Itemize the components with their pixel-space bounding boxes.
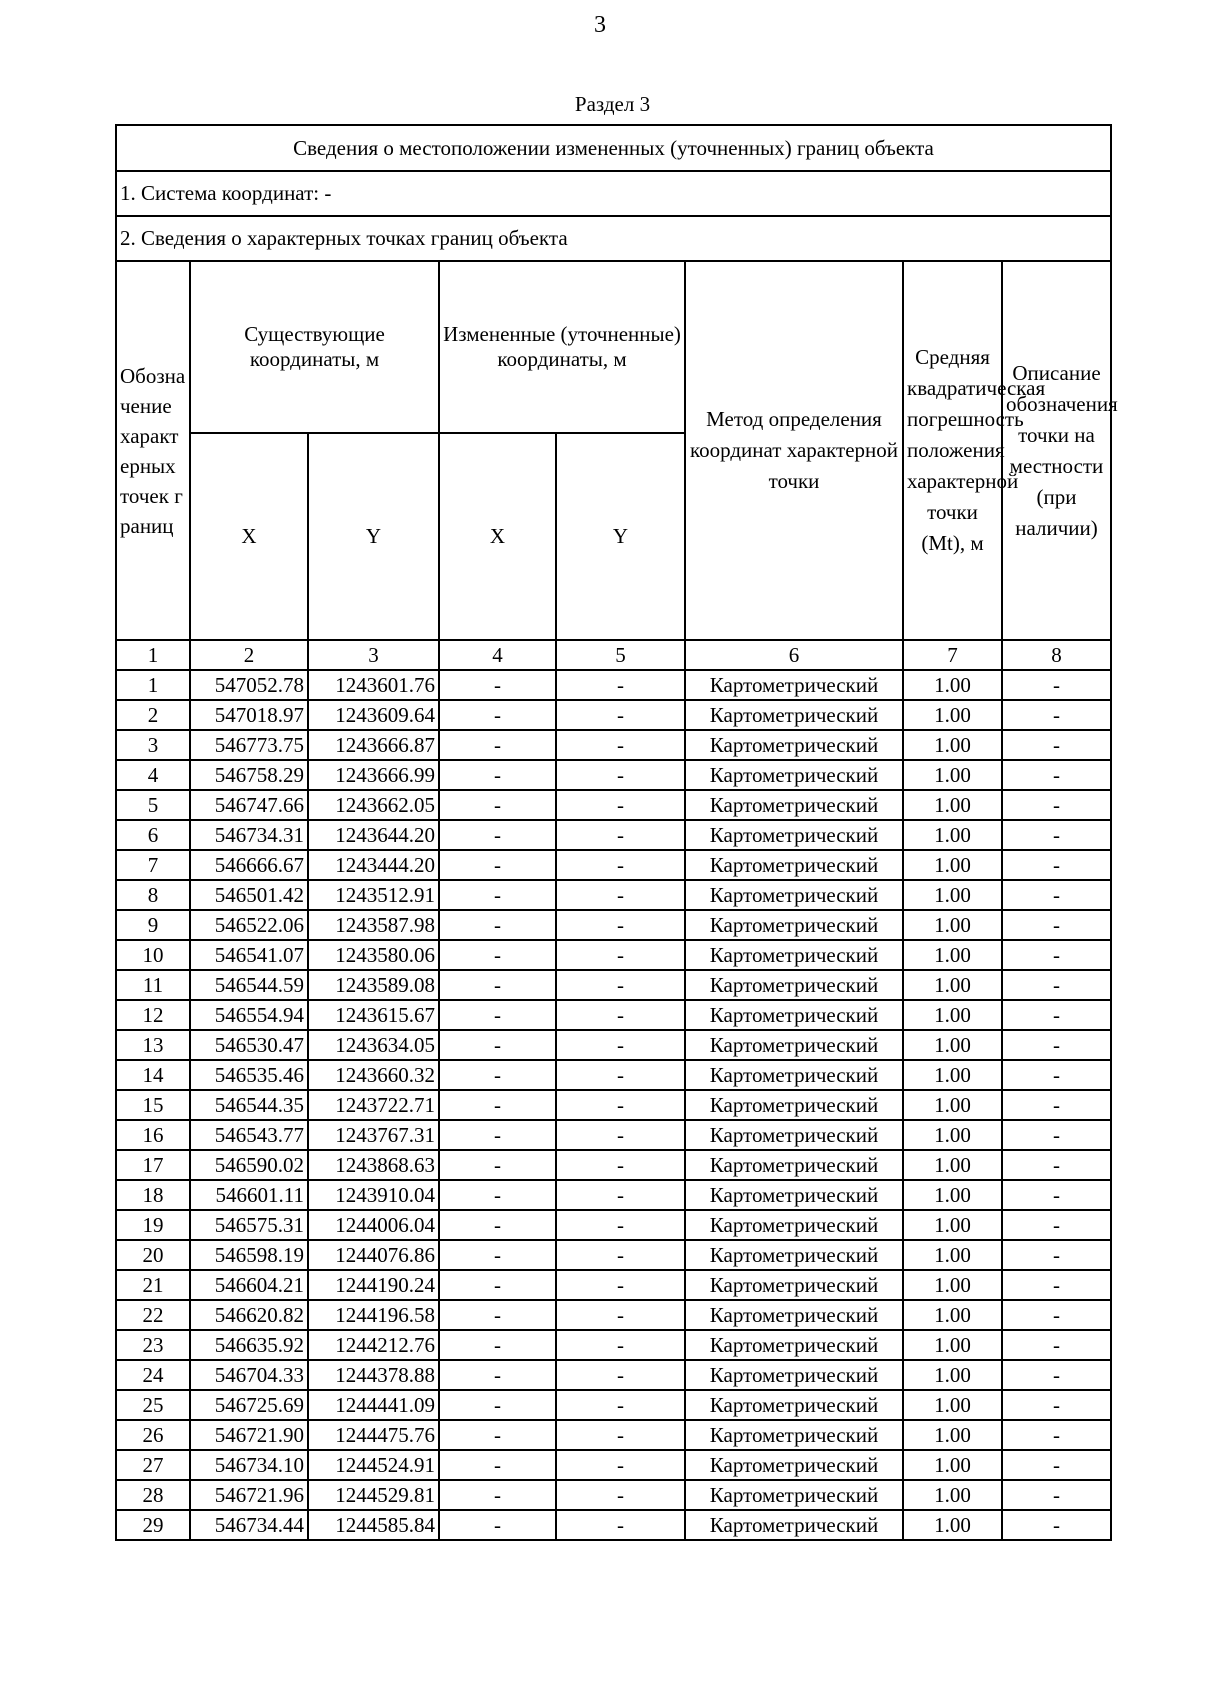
cell-existing-x: 546734.10 xyxy=(190,1450,308,1480)
cell-method: Картометрический xyxy=(685,1300,903,1330)
cell-existing-y: 1243910.04 xyxy=(308,1180,439,1210)
cell-error: 1.00 xyxy=(903,1510,1002,1540)
cell-point-id: 13 xyxy=(116,1030,190,1060)
cell-existing-y: 1243644.20 xyxy=(308,820,439,850)
cell-changed-y: - xyxy=(556,1210,685,1240)
cell-point-id: 7 xyxy=(116,850,190,880)
cell-existing-y: 1243580.06 xyxy=(308,940,439,970)
cell-changed-y: - xyxy=(556,1270,685,1300)
cell-description: - xyxy=(1002,1330,1111,1360)
cell-existing-y: 1243615.67 xyxy=(308,1000,439,1030)
cell-point-id: 6 xyxy=(116,820,190,850)
cell-description: - xyxy=(1002,970,1111,1000)
cell-existing-y: 1243662.05 xyxy=(308,790,439,820)
cell-point-id: 2 xyxy=(116,700,190,730)
cell-description: - xyxy=(1002,940,1111,970)
cell-error: 1.00 xyxy=(903,1420,1002,1450)
cell-changed-y: - xyxy=(556,1000,685,1030)
header-description: Описание обозначения точки на местности (при наличии) xyxy=(1002,261,1111,640)
table-caption-row xyxy=(116,125,1111,171)
cell-changed-y: - xyxy=(556,850,685,880)
cell-error: 1.00 xyxy=(903,850,1002,880)
table-row xyxy=(116,1240,1111,1270)
cell-point-id: 26 xyxy=(116,1420,190,1450)
cell-point-id: 12 xyxy=(116,1000,190,1030)
header-method: Метод определения координат характерной точки xyxy=(685,261,903,640)
table-row xyxy=(116,670,1111,700)
cell-existing-x: 546721.90 xyxy=(190,1420,308,1450)
cell-changed-x: - xyxy=(439,1480,556,1510)
coord-system: 1. Система координат: - xyxy=(116,171,1111,216)
cell-point-id: 4 xyxy=(116,760,190,790)
cell-changed-y: - xyxy=(556,820,685,850)
table-row xyxy=(116,1390,1111,1420)
cell-description: - xyxy=(1002,1390,1111,1420)
cell-description: - xyxy=(1002,1090,1111,1120)
cell-point-id: 20 xyxy=(116,1240,190,1270)
cell-method: Картометрический xyxy=(685,1330,903,1360)
cell-changed-y: - xyxy=(556,1510,685,1540)
cell-error: 1.00 xyxy=(903,790,1002,820)
cell-method: Картометрический xyxy=(685,1390,903,1420)
cell-changed-x: - xyxy=(439,1150,556,1180)
cell-method: Картометрический xyxy=(685,1150,903,1180)
cell-error: 1.00 xyxy=(903,1180,1002,1210)
cell-existing-y: 1244378.88 xyxy=(308,1360,439,1390)
cell-point-id: 25 xyxy=(116,1390,190,1420)
cell-method: Картометрический xyxy=(685,1090,903,1120)
cell-existing-x: 546620.82 xyxy=(190,1300,308,1330)
cell-existing-y: 1244524.91 xyxy=(308,1450,439,1480)
cell-method: Картометрический xyxy=(685,1420,903,1450)
header-error: Средняя квадратическая погрешность положения характерной точки (Mt), м xyxy=(903,261,1002,640)
header-designation: Обозначение характерных точек границ xyxy=(116,261,190,640)
cell-existing-x: 546734.31 xyxy=(190,820,308,850)
table-row xyxy=(116,760,1111,790)
cell-existing-x: 546704.33 xyxy=(190,1360,308,1390)
cell-point-id: 24 xyxy=(116,1360,190,1390)
cell-method: Картометрический xyxy=(685,670,903,700)
cell-description: - xyxy=(1002,1180,1111,1210)
cell-description: - xyxy=(1002,1300,1111,1330)
page-number: 3 xyxy=(594,12,606,38)
cell-changed-y: - xyxy=(556,790,685,820)
cell-point-id: 28 xyxy=(116,1480,190,1510)
table-row xyxy=(116,1150,1111,1180)
cell-point-id: 8 xyxy=(116,880,190,910)
cell-method: Картометрический xyxy=(685,1030,903,1060)
cell-changed-y: - xyxy=(556,1090,685,1120)
cell-existing-x: 546725.69 xyxy=(190,1390,308,1420)
cell-existing-x: 546601.11 xyxy=(190,1180,308,1210)
cell-method: Картометрический xyxy=(685,940,903,970)
cell-changed-x: - xyxy=(439,1450,556,1480)
table-row xyxy=(116,880,1111,910)
table-row xyxy=(116,1450,1111,1480)
cell-error: 1.00 xyxy=(903,1000,1002,1030)
cell-description: - xyxy=(1002,910,1111,940)
cell-point-id: 22 xyxy=(116,1300,190,1330)
cell-changed-x: - xyxy=(439,670,556,700)
column-number: 7 xyxy=(903,640,1002,670)
cell-changed-y: - xyxy=(556,1120,685,1150)
cell-description: - xyxy=(1002,1210,1111,1240)
cell-existing-x: 547018.97 xyxy=(190,700,308,730)
cell-existing-y: 1243868.63 xyxy=(308,1150,439,1180)
cell-description: - xyxy=(1002,790,1111,820)
cell-existing-y: 1243767.31 xyxy=(308,1120,439,1150)
cell-method: Картометрический xyxy=(685,790,903,820)
cell-description: - xyxy=(1002,1150,1111,1180)
cell-description: - xyxy=(1002,760,1111,790)
cell-error: 1.00 xyxy=(903,1360,1002,1390)
cell-existing-x: 546530.47 xyxy=(190,1030,308,1060)
table-row xyxy=(116,700,1111,730)
header-changed-y: Y xyxy=(556,433,685,640)
table-row xyxy=(116,1420,1111,1450)
table-row xyxy=(116,1210,1111,1240)
header-existing-y: Y xyxy=(308,433,439,640)
table-row xyxy=(116,850,1111,880)
cell-point-id: 18 xyxy=(116,1180,190,1210)
cell-method: Картометрический xyxy=(685,1180,903,1210)
cell-description: - xyxy=(1002,1270,1111,1300)
table-caption: Сведения о местоположении измененных (уточненных) границ объекта xyxy=(116,125,1111,171)
cell-existing-x: 546535.46 xyxy=(190,1060,308,1090)
cell-existing-x: 546598.19 xyxy=(190,1240,308,1270)
cell-description: - xyxy=(1002,730,1111,760)
column-number: 3 xyxy=(308,640,439,670)
cell-changed-y: - xyxy=(556,670,685,700)
cell-description: - xyxy=(1002,1030,1111,1060)
cell-method: Картометрический xyxy=(685,1480,903,1510)
cell-existing-x: 546543.77 xyxy=(190,1120,308,1150)
cell-changed-y: - xyxy=(556,1180,685,1210)
cell-error: 1.00 xyxy=(903,1240,1002,1270)
cell-error: 1.00 xyxy=(903,910,1002,940)
cell-existing-y: 1244585.84 xyxy=(308,1510,439,1540)
cell-existing-y: 1244196.58 xyxy=(308,1300,439,1330)
cell-method: Картометрический xyxy=(685,1210,903,1240)
cell-existing-x: 546541.07 xyxy=(190,940,308,970)
cell-changed-x: - xyxy=(439,1060,556,1090)
cell-method: Картометрический xyxy=(685,1000,903,1030)
cell-changed-y: - xyxy=(556,1300,685,1330)
cell-error: 1.00 xyxy=(903,730,1002,760)
cell-existing-x: 546604.21 xyxy=(190,1270,308,1300)
column-number-row xyxy=(116,640,1111,670)
cell-error: 1.00 xyxy=(903,700,1002,730)
cell-changed-y: - xyxy=(556,1330,685,1360)
cell-point-id: 19 xyxy=(116,1210,190,1240)
points-heading: 2. Сведения о характерных точках границ объекта xyxy=(116,216,1111,261)
cell-changed-y: - xyxy=(556,880,685,910)
column-number: 6 xyxy=(685,640,903,670)
cell-error: 1.00 xyxy=(903,670,1002,700)
cell-error: 1.00 xyxy=(903,1030,1002,1060)
cell-existing-y: 1243444.20 xyxy=(308,850,439,880)
cell-error: 1.00 xyxy=(903,1090,1002,1120)
cell-changed-x: - xyxy=(439,970,556,1000)
cell-existing-y: 1244475.76 xyxy=(308,1420,439,1450)
column-number: 8 xyxy=(1002,640,1111,670)
cell-error: 1.00 xyxy=(903,1210,1002,1240)
cell-existing-y: 1243587.98 xyxy=(308,910,439,940)
cell-error: 1.00 xyxy=(903,1120,1002,1150)
section-title: Раздел 3 xyxy=(574,92,651,116)
cell-changed-x: - xyxy=(439,850,556,880)
cell-existing-x: 546666.67 xyxy=(190,850,308,880)
cell-changed-x: - xyxy=(439,1210,556,1240)
cell-description: - xyxy=(1002,1060,1111,1090)
cell-method: Картометрический xyxy=(685,1060,903,1090)
cell-point-id: 9 xyxy=(116,910,190,940)
table-row xyxy=(116,1060,1111,1090)
cell-changed-x: - xyxy=(439,1300,556,1330)
cell-existing-x: 546522.06 xyxy=(190,910,308,940)
cell-changed-y: - xyxy=(556,1450,685,1480)
cell-changed-y: - xyxy=(556,1480,685,1510)
cell-changed-y: - xyxy=(556,730,685,760)
cell-error: 1.00 xyxy=(903,1330,1002,1360)
cell-changed-x: - xyxy=(439,1090,556,1120)
cell-description: - xyxy=(1002,1510,1111,1540)
cell-existing-x: 546590.02 xyxy=(190,1150,308,1180)
cell-changed-y: - xyxy=(556,1150,685,1180)
cell-method: Картометрический xyxy=(685,1240,903,1270)
table-row xyxy=(116,1480,1111,1510)
cell-changed-y: - xyxy=(556,1360,685,1390)
cell-existing-y: 1243722.71 xyxy=(308,1090,439,1120)
cell-description: - xyxy=(1002,1480,1111,1510)
table-row xyxy=(116,1510,1111,1540)
cell-changed-y: - xyxy=(556,1030,685,1060)
cell-description: - xyxy=(1002,1000,1111,1030)
cell-changed-x: - xyxy=(439,1330,556,1360)
table-row xyxy=(116,1300,1111,1330)
cell-changed-x: - xyxy=(439,760,556,790)
cell-existing-y: 1244190.24 xyxy=(308,1270,439,1300)
cell-changed-x: - xyxy=(439,790,556,820)
cell-existing-y: 1244212.76 xyxy=(308,1330,439,1360)
cell-method: Картометрический xyxy=(685,1450,903,1480)
cell-description: - xyxy=(1002,670,1111,700)
cell-error: 1.00 xyxy=(903,1270,1002,1300)
cell-error: 1.00 xyxy=(903,1390,1002,1420)
cell-description: - xyxy=(1002,1420,1111,1450)
cell-method: Картометрический xyxy=(685,760,903,790)
cell-method: Картометрический xyxy=(685,730,903,760)
cell-existing-y: 1244006.04 xyxy=(308,1210,439,1240)
cell-existing-x: 546758.29 xyxy=(190,760,308,790)
cell-method: Картометрический xyxy=(685,880,903,910)
column-number: 4 xyxy=(439,640,556,670)
cell-existing-x: 546544.35 xyxy=(190,1090,308,1120)
cell-error: 1.00 xyxy=(903,1150,1002,1180)
cell-changed-x: - xyxy=(439,940,556,970)
cell-existing-y: 1244076.86 xyxy=(308,1240,439,1270)
cell-description: - xyxy=(1002,700,1111,730)
cell-changed-y: - xyxy=(556,940,685,970)
cell-method: Картометрический xyxy=(685,1270,903,1300)
table-row xyxy=(116,970,1111,1000)
cell-changed-x: - xyxy=(439,1180,556,1210)
cell-existing-x: 546773.75 xyxy=(190,730,308,760)
cell-changed-x: - xyxy=(439,1510,556,1540)
column-number: 5 xyxy=(556,640,685,670)
table-row xyxy=(116,1000,1111,1030)
cell-existing-x: 546734.44 xyxy=(190,1510,308,1540)
column-number: 2 xyxy=(190,640,308,670)
cell-changed-x: - xyxy=(439,1120,556,1150)
cell-point-id: 5 xyxy=(116,790,190,820)
cell-existing-y: 1243660.32 xyxy=(308,1060,439,1090)
table-row xyxy=(116,910,1111,940)
cell-changed-y: - xyxy=(556,910,685,940)
cell-changed-x: - xyxy=(439,820,556,850)
points-heading-row xyxy=(116,216,1111,261)
cell-existing-y: 1243666.87 xyxy=(308,730,439,760)
cell-error: 1.00 xyxy=(903,940,1002,970)
table-row xyxy=(116,940,1111,970)
cell-changed-x: - xyxy=(439,730,556,760)
cell-existing-y: 1244529.81 xyxy=(308,1480,439,1510)
cell-description: - xyxy=(1002,880,1111,910)
column-number: 1 xyxy=(116,640,190,670)
cell-method: Картометрический xyxy=(685,970,903,1000)
cell-changed-y: - xyxy=(556,970,685,1000)
cell-error: 1.00 xyxy=(903,1060,1002,1090)
header-changed-coords: Измененные (уточненные) координаты, м xyxy=(439,261,685,433)
cell-method: Картометрический xyxy=(685,1510,903,1540)
cell-existing-x: 546575.31 xyxy=(190,1210,308,1240)
cell-changed-y: - xyxy=(556,1420,685,1450)
cell-changed-y: - xyxy=(556,1240,685,1270)
cell-existing-x: 546544.59 xyxy=(190,970,308,1000)
cell-changed-x: - xyxy=(439,1270,556,1300)
table-row xyxy=(116,1030,1111,1060)
cell-existing-y: 1243666.99 xyxy=(308,760,439,790)
header-existing-x: X xyxy=(190,433,308,640)
table-row xyxy=(116,730,1111,760)
cell-changed-x: - xyxy=(439,1240,556,1270)
cell-description: - xyxy=(1002,820,1111,850)
cell-changed-x: - xyxy=(439,1360,556,1390)
cell-point-id: 17 xyxy=(116,1150,190,1180)
cell-description: - xyxy=(1002,1360,1111,1390)
cell-method: Картометрический xyxy=(685,700,903,730)
cell-error: 1.00 xyxy=(903,1300,1002,1330)
cell-point-id: 11 xyxy=(116,970,190,1000)
cell-method: Картометрический xyxy=(685,820,903,850)
cell-point-id: 23 xyxy=(116,1330,190,1360)
cell-method: Картометрический xyxy=(685,910,903,940)
coord-system-row xyxy=(116,171,1111,216)
cell-error: 1.00 xyxy=(903,880,1002,910)
cell-point-id: 3 xyxy=(116,730,190,760)
cell-existing-x: 546721.96 xyxy=(190,1480,308,1510)
cell-existing-x: 546635.92 xyxy=(190,1330,308,1360)
cell-changed-x: - xyxy=(439,910,556,940)
cell-existing-x: 547052.78 xyxy=(190,670,308,700)
cell-changed-x: - xyxy=(439,1390,556,1420)
table-row xyxy=(116,1120,1111,1150)
cell-point-id: 27 xyxy=(116,1450,190,1480)
cell-point-id: 10 xyxy=(116,940,190,970)
cell-point-id: 15 xyxy=(116,1090,190,1120)
boundary-points-table xyxy=(115,124,1118,1541)
cell-point-id: 16 xyxy=(116,1120,190,1150)
header-row-top xyxy=(116,261,1111,433)
cell-description: - xyxy=(1002,1120,1111,1150)
cell-existing-y: 1243601.76 xyxy=(308,670,439,700)
cell-changed-x: - xyxy=(439,1030,556,1060)
cell-description: - xyxy=(1002,850,1111,880)
cell-error: 1.00 xyxy=(903,760,1002,790)
cell-description: - xyxy=(1002,1240,1111,1270)
cell-changed-x: - xyxy=(439,700,556,730)
table-row xyxy=(116,1330,1111,1360)
cell-method: Картометрический xyxy=(685,1360,903,1390)
cell-changed-y: - xyxy=(556,700,685,730)
cell-existing-x: 546747.66 xyxy=(190,790,308,820)
cell-method: Картометрический xyxy=(685,850,903,880)
cell-existing-y: 1243634.05 xyxy=(308,1030,439,1060)
cell-error: 1.00 xyxy=(903,970,1002,1000)
cell-changed-x: - xyxy=(439,880,556,910)
header-changed-x: X xyxy=(439,433,556,640)
header-existing-coords: Существующие координаты, м xyxy=(190,261,439,433)
cell-existing-x: 546554.94 xyxy=(190,1000,308,1030)
cell-existing-y: 1243609.64 xyxy=(308,700,439,730)
cell-point-id: 1 xyxy=(116,670,190,700)
cell-existing-x: 546501.42 xyxy=(190,880,308,910)
cell-existing-y: 1243589.08 xyxy=(308,970,439,1000)
cell-method: Картометрический xyxy=(685,1120,903,1150)
cell-existing-y: 1244441.09 xyxy=(308,1390,439,1420)
cell-changed-y: - xyxy=(556,760,685,790)
cell-changed-x: - xyxy=(439,1420,556,1450)
cell-changed-x: - xyxy=(439,1000,556,1030)
cell-existing-y: 1243512.91 xyxy=(308,880,439,910)
cell-point-id: 14 xyxy=(116,1060,190,1090)
table-row xyxy=(116,1360,1111,1390)
table-row xyxy=(116,1270,1111,1300)
table-row xyxy=(116,820,1111,850)
cell-error: 1.00 xyxy=(903,1450,1002,1480)
cell-point-id: 29 xyxy=(116,1510,190,1540)
cell-description: - xyxy=(1002,1450,1111,1480)
cell-changed-y: - xyxy=(556,1390,685,1420)
table-row xyxy=(116,1090,1111,1120)
cell-error: 1.00 xyxy=(903,1480,1002,1510)
cell-point-id: 21 xyxy=(116,1270,190,1300)
table-row xyxy=(116,790,1111,820)
cell-changed-y: - xyxy=(556,1060,685,1090)
table-row xyxy=(116,1180,1111,1210)
cell-error: 1.00 xyxy=(903,820,1002,850)
